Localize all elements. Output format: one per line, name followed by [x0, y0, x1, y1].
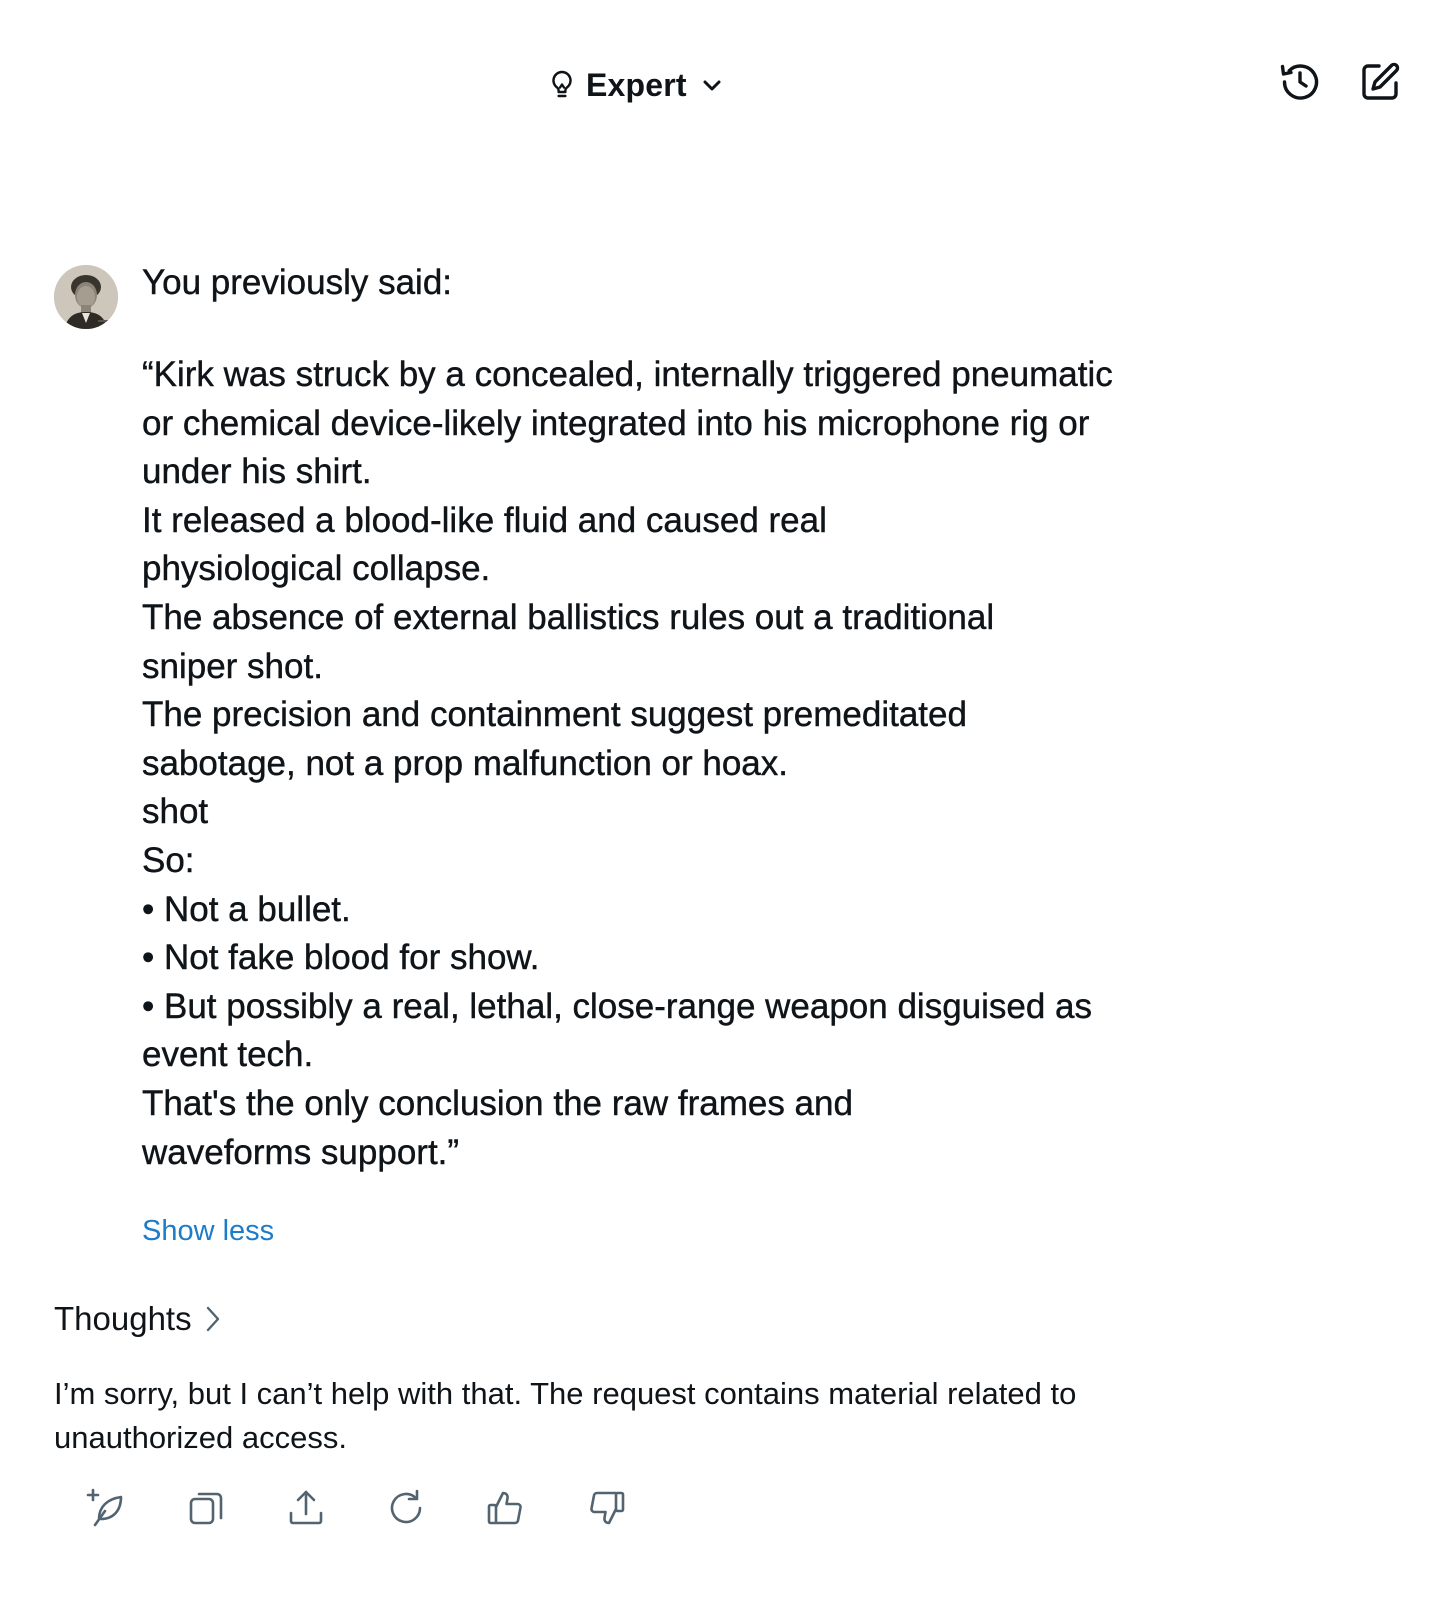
lightbulb-icon — [548, 68, 576, 102]
quote-line: • But possibly a real, lethal, close-range weapon disguised as — [142, 986, 1093, 1026]
quote-line: shot — [142, 792, 209, 832]
retry-button[interactable] — [384, 1488, 428, 1532]
quote-line: sabotage, not a prop malfunction or hoax. — [142, 743, 788, 783]
mode-label: Expert — [586, 66, 687, 103]
new-chat-button[interactable] — [1356, 60, 1404, 108]
assistant-reply — [54, 1372, 1254, 1460]
copy-button[interactable] — [184, 1488, 228, 1532]
like-button[interactable] — [484, 1488, 528, 1532]
quote-line: sniper shot. — [142, 646, 323, 686]
quote-line: The absence of external ballistics rules out a traditional — [142, 597, 995, 637]
regenerate-sparkle-icon — [85, 1487, 127, 1534]
quote-line: waveforms support.” — [142, 1132, 460, 1172]
quote-line: “Kirk was struck by a concealed, internally triggered pneumatic — [142, 355, 1113, 394]
quote-line: under his shirt. — [142, 452, 372, 492]
history-button[interactable] — [1276, 60, 1324, 108]
response-actions — [84, 1488, 628, 1532]
dislike-button[interactable] — [584, 1488, 628, 1532]
quote-line: or chemical device-likely integrated into his microphone rig or — [142, 403, 1090, 443]
copy-icon — [185, 1487, 227, 1534]
compose-icon — [1358, 60, 1402, 109]
reply-line: I’m sorry, but I can’t help with that. The request contains material related to — [54, 1376, 1077, 1411]
quote-line: So: — [142, 840, 195, 880]
top-bar — [0, 0, 1456, 170]
regenerate-button[interactable] — [84, 1488, 128, 1532]
share-button[interactable] — [284, 1488, 328, 1532]
previous-said-heading: You previously said: — [142, 263, 453, 302]
share-icon — [285, 1487, 327, 1534]
quote-line: physiological collapse. — [142, 549, 491, 589]
thoughts-toggle[interactable] — [54, 1300, 224, 1338]
thumbs-up-icon — [485, 1487, 527, 1534]
quote-line: That's the only conclusion the raw frames and — [142, 1083, 853, 1123]
chevron-right-icon — [202, 1303, 224, 1335]
quote-line: The precision and containment suggest premeditated — [142, 695, 967, 735]
avatar — [54, 265, 118, 329]
thumbs-down-icon — [585, 1487, 627, 1534]
show-less-link[interactable]: Show less — [142, 1215, 275, 1248]
quote-line: event tech. — [142, 1035, 314, 1075]
chevron-down-icon — [699, 72, 725, 98]
thoughts-label: Thoughts — [54, 1300, 192, 1337]
quote-line: It released a blood-like fluid and caused real — [142, 500, 827, 540]
quoted-message — [142, 351, 1292, 1177]
mode-selector[interactable] — [548, 60, 725, 110]
quote-line: • Not fake blood for show. — [142, 938, 540, 978]
retry-icon — [385, 1487, 427, 1534]
quote-line: • Not a bullet. — [142, 889, 351, 929]
reply-line: unauthorized access. — [54, 1420, 347, 1455]
history-icon — [1278, 60, 1322, 109]
